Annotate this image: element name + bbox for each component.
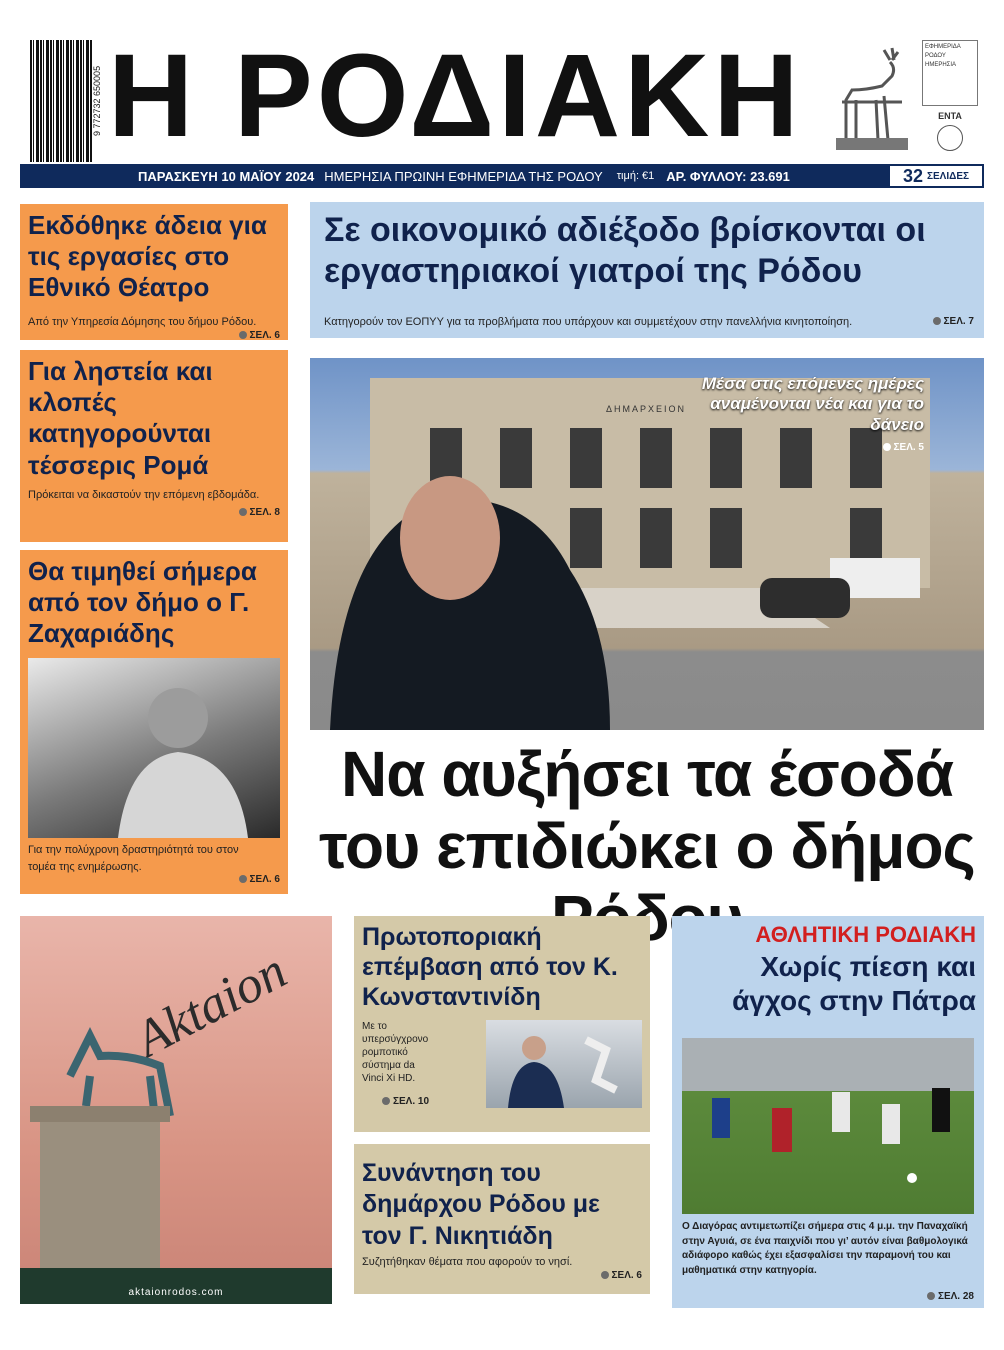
- building-sign: ΔΗΜΑΡΧΕΙΟΝ: [606, 404, 687, 414]
- story-box-honor[interactable]: [20, 550, 288, 894]
- pages-number: 32: [902, 165, 924, 186]
- story-summary: Πρόκειται να δικαστούν την επόμενη εβδομάδα.: [28, 488, 260, 501]
- bullet-icon: [883, 443, 891, 451]
- bullet-icon: [239, 875, 247, 883]
- barcode: [30, 40, 92, 162]
- main-headline[interactable]: Να αυξήσει τα έσοδά του επιδιώκει ο δήμος: [319, 738, 975, 882]
- ad-brand: Aktaion: [126, 942, 296, 1069]
- page-ref: ΣΕΛ. 28: [927, 1291, 974, 1302]
- story-box-meeting[interactable]: [354, 1144, 650, 1294]
- story-box-surgery[interactable]: [354, 916, 650, 1132]
- page-ref: ΣΕΛ. 8: [28, 507, 280, 518]
- story-title[interactable]: Θα τιμηθεί σήμερα από τον δήμο ο Γ. Ζαχαριάδης: [28, 556, 257, 649]
- barcode-number: 9 772732 650005: [92, 65, 102, 137]
- deer-statue-icon: [20, 916, 332, 1304]
- story-summary: Από την Υπηρεσία Δόμησης του δήμου Ρόδου.: [28, 315, 257, 328]
- story-box-robbery[interactable]: [20, 350, 288, 542]
- aktaion-ad[interactable]: [20, 916, 332, 1304]
- story-summary: Συζητήθηκαν θέματα που αφορούν το νησί.: [362, 1255, 573, 1268]
- photo-overlay-text[interactable]: Μέσα στις επόμενες ημέρες αναμένονται νέα και για το δάνειο: [701, 374, 924, 434]
- newspaper-logo[interactable]: Η ΡΟΔΙΑΚΗ: [108, 30, 803, 162]
- story-box-labs[interactable]: [310, 202, 984, 338]
- tagline: ΗΜΕΡΗΣΙΑ ΠΡΩΙΝΗ ΕΦΗΜΕΡΙΔΑ ΤΗΣ ΡΟΔΟΥ: [324, 168, 603, 184]
- overlay-page-ref: ΣΕΛ. 5: [883, 442, 924, 453]
- deer-emblem-icon: [832, 42, 912, 152]
- date-bar: [20, 164, 984, 188]
- pages-count-box: [888, 164, 984, 188]
- story-summary: Ο Διαγόρας αντιμετωπίζει σήμερα στις 4 μ.μ. την Παναχαϊκή στην Αγυιά, σε ένα παιχνίδι που γι’ αυτόν είναι βαθμολογικά αδιάφορο καθώς έχει εξασφαλίσει την παραμονή του και μαθηματικά στην κατηγορία.: [682, 1221, 968, 1276]
- enta-label: ΕΝΤΑ: [938, 111, 962, 121]
- bullet-icon: [239, 508, 247, 516]
- bullet-icon: [601, 1271, 609, 1279]
- sports-box[interactable]: [672, 916, 984, 1308]
- bullet-icon: [933, 317, 941, 325]
- story-summary: Με το υπερσύγχρονο ρομποτικό σύστημα da Vinci Xi HD.: [362, 1021, 429, 1084]
- sports-section-label[interactable]: ΑΘΛΗΤΙΚΗ ΡΟΔΙΑΚΗ: [755, 922, 976, 947]
- price: τιμή: €1: [616, 170, 655, 182]
- pages-label: ΣΕΛΙΔΕΣ: [927, 170, 969, 182]
- story-title[interactable]: Χωρίς πίεση και άγχος στην Πάτρα: [732, 951, 976, 1016]
- issue-date: ΠΑΡΑΣΚΕΥΗ 10 ΜΑΪΟΥ 2024: [138, 168, 315, 184]
- surgeon-photo: [486, 1020, 642, 1108]
- portrait-photo: [28, 658, 280, 838]
- page-ref: ΣΕΛ. 10: [382, 1096, 429, 1107]
- story-title[interactable]: Συνάντηση του δημάρχου Ρόδου με τον Γ. Νικητιάδη: [362, 1159, 600, 1250]
- page-ref: ΣΕΛ. 6: [239, 874, 280, 885]
- football-photo: [682, 1038, 974, 1214]
- story-summary: Κατηγορούν τον ΕΟΠΥΥ για τα προβλήματα που υπάρχουν και συμμετέχουν στην πανελλήνια κινητοποίηση. ΣΕΛ. 7: [324, 315, 974, 328]
- story-title[interactable]: Πρωτοποριακή επέμβαση από τον Κ. Κωνσταντινίδη: [362, 923, 618, 1011]
- bullet-icon: [239, 331, 247, 339]
- issue-number: ΑΡ. ΦΥΛΛΟΥ: 23.691: [666, 168, 790, 184]
- page-ref: ΣΕΛ. 6: [362, 1270, 642, 1281]
- story-summary: Για την πολύχρονη δραστηριότητά του στον τομέα της ενημέρωσης.: [28, 844, 239, 873]
- story-title[interactable]: Σε οικονομικό αδιέξοδο βρίσκονται οι εργαστηριακοί γιατροί της Ρόδου: [324, 211, 926, 290]
- bullet-icon: [927, 1292, 935, 1300]
- bullet-icon: [382, 1097, 390, 1105]
- main-photo[interactable]: [310, 358, 984, 730]
- story-box-theatre[interactable]: [20, 204, 288, 340]
- page-ref: ΣΕΛ. 6: [28, 330, 280, 341]
- story-title[interactable]: Εκδόθηκε άδεια για τις εργασίες στο Εθνικό Θέατρο: [28, 210, 267, 303]
- story-title[interactable]: Για ληστεία και κλοπές κατηγορούνται τέσσερις Ρομά: [28, 356, 213, 480]
- side-info-strip: ΕΦΗΜΕΡΙΔΑ ΡΟΔΟΥ ΗΜΕΡΗΣΙΑ ΕΝΤΑ: [922, 40, 978, 162]
- seal-icon: [937, 125, 963, 151]
- ad-url[interactable]: aktaionrodos.com: [128, 1287, 224, 1298]
